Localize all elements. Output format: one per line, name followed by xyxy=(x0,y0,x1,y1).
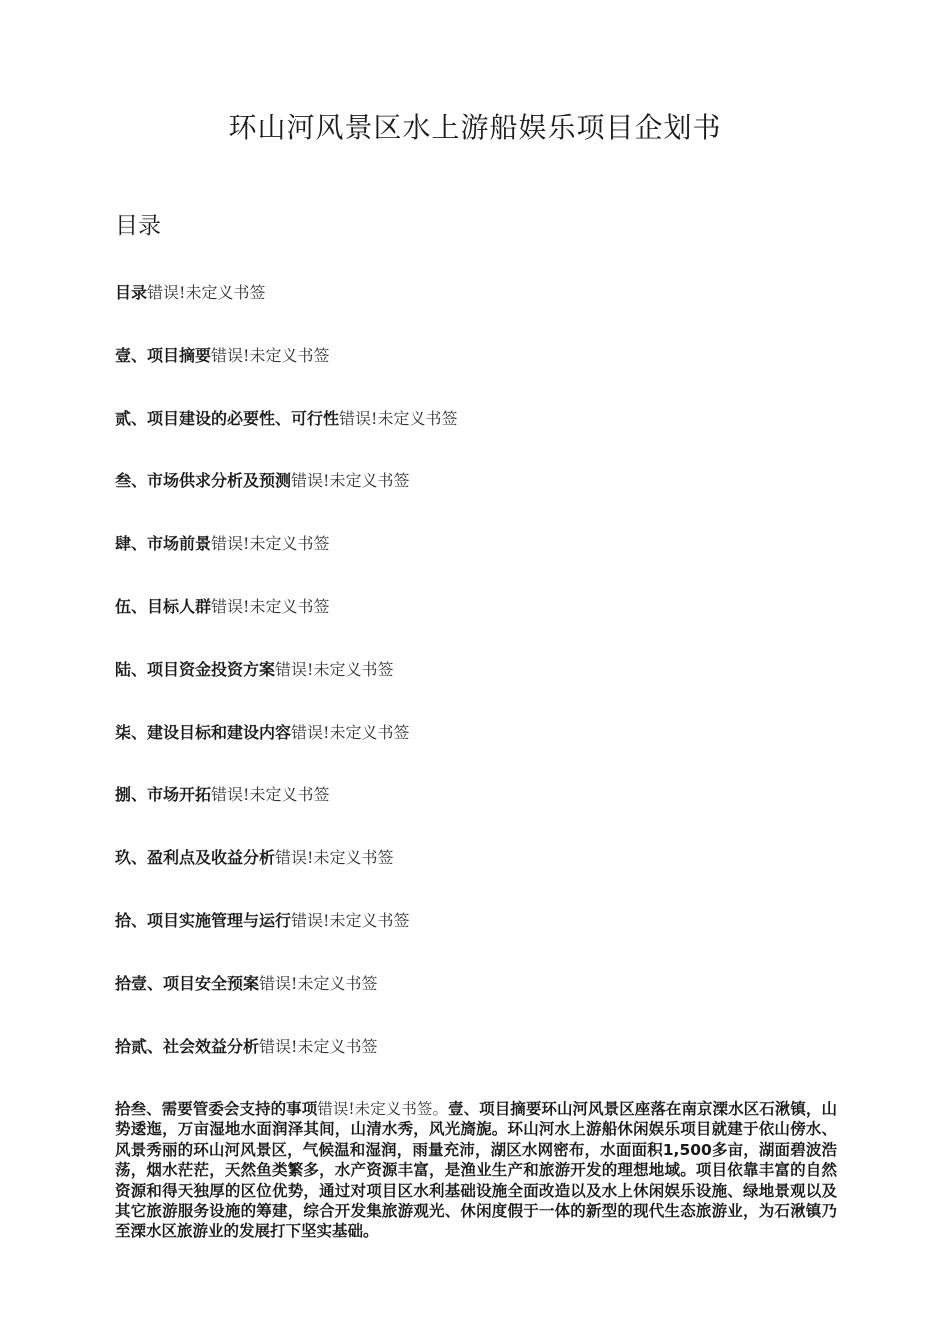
toc-item-label: 壹、项目摘要 xyxy=(115,345,212,365)
toc-item-ref: 错误!未定义书签 xyxy=(339,408,458,428)
toc-item-label: 拾贰、社会效益分析 xyxy=(115,1036,260,1056)
document-title: 环山河风景区水上游船娱乐项目企划书 xyxy=(228,111,722,144)
toc-item-implementation[interactable] xyxy=(115,908,835,971)
toc-item-ref: 错误!未定义书签 xyxy=(211,596,330,616)
toc-item-ref: 错误!未定义书签 xyxy=(291,722,410,742)
summary-text: 壹、项目摘要环山河风景区座落在南京溧水区石湫镇，山势逶迤，万亩湿地水面润泽其间，山清水秀，风光旖旎。环山河水上游船休闲娱乐项目就建于依山傍水、风景秀丽的环山河风景区，气候温和湿润，雨量充沛，湖区水网密布，水面面积1,500多亩，湖面碧波浩荡，烟水茫茫，天然鱼类繁多，水产资源丰富，是渔业生产和旅游开发的理想地域。项目依靠丰富的自然资源和得天独厚的区位优势，通过对项目区水利基础设施全面改造以及水上休闲娱乐设施、绿地景观以及其它旅游服务设施的筹建，综合开发集旅游观光、休闲度假于一体的新型的现代生态旅游业，为石湫镇乃至溧水区旅游业的发展打下坚实基础。 xyxy=(115,1100,837,1241)
toc-item-safety-plan[interactable] xyxy=(115,971,835,1034)
toc-item-label: 拾壹、项目安全预案 xyxy=(115,973,260,993)
toc-item-ref: 错误!未定义书签 xyxy=(259,973,378,993)
toc-item-label: 捌、市场开拓 xyxy=(115,785,212,805)
toc-item-ref: 错误!未定义书签 xyxy=(291,910,410,930)
toc-item-label: 玖、盈利点及收益分析 xyxy=(115,848,276,868)
toc-item-market-expansion[interactable] xyxy=(115,782,835,845)
toc-item-label: 陆、项目资金投资方案 xyxy=(115,659,276,679)
toc-item-social-benefit[interactable] xyxy=(115,1034,835,1097)
toc-item-ref: 错误!未定义书签 xyxy=(275,659,394,679)
toc-item-profit-analysis[interactable] xyxy=(115,845,835,908)
toc-item-ref: 错误!未定义书签 xyxy=(259,1036,378,1056)
toc-item-ref: 错误!未定义书签 xyxy=(275,848,394,868)
toc-item-contents[interactable] xyxy=(115,280,835,343)
toc-item-ref: 错误!未定义书签 xyxy=(211,785,330,805)
toc-item-label: 肆、市场前景 xyxy=(115,534,212,554)
toc-item-market-prospect[interactable] xyxy=(115,531,835,594)
toc-item-ref: 错误!未定义书签 xyxy=(211,345,330,365)
toc-item-label: 拾、项目实施管理与运行 xyxy=(115,910,292,930)
toc-item-summary[interactable] xyxy=(115,343,835,406)
toc-item-ref: 错误!未定义书签 xyxy=(291,471,410,491)
toc-item-necessity[interactable] xyxy=(115,406,835,469)
toc-item-ref: 错误!未定义书签。 xyxy=(317,1100,449,1118)
table-of-contents xyxy=(115,280,835,1096)
toc-item-label[interactable]: 拾叁、需要管委会支持的事项 xyxy=(115,1100,318,1118)
toc-item-ref: 错误!未定义书签 xyxy=(211,534,330,554)
toc-item-ref: 错误!未定义书签 xyxy=(147,283,266,302)
toc-item-target-audience[interactable] xyxy=(115,594,835,657)
toc-item-market-analysis[interactable] xyxy=(115,468,835,531)
toc-item-label: 叁、市场供求分析及预测 xyxy=(115,471,292,491)
toc-item-label: 柒、建设目标和建设内容 xyxy=(115,722,292,742)
toc-item-label: 贰、项目建设的必要性、可行性 xyxy=(115,408,340,428)
toc-heading: 目录 xyxy=(115,213,161,239)
toc-item-label: 伍、目标人群 xyxy=(115,596,212,616)
toc-item-label: 目录 xyxy=(115,283,148,302)
toc-item-investment-plan[interactable] xyxy=(115,657,835,720)
body-paragraph xyxy=(115,1099,837,1242)
toc-item-construction-goals[interactable] xyxy=(115,720,835,783)
